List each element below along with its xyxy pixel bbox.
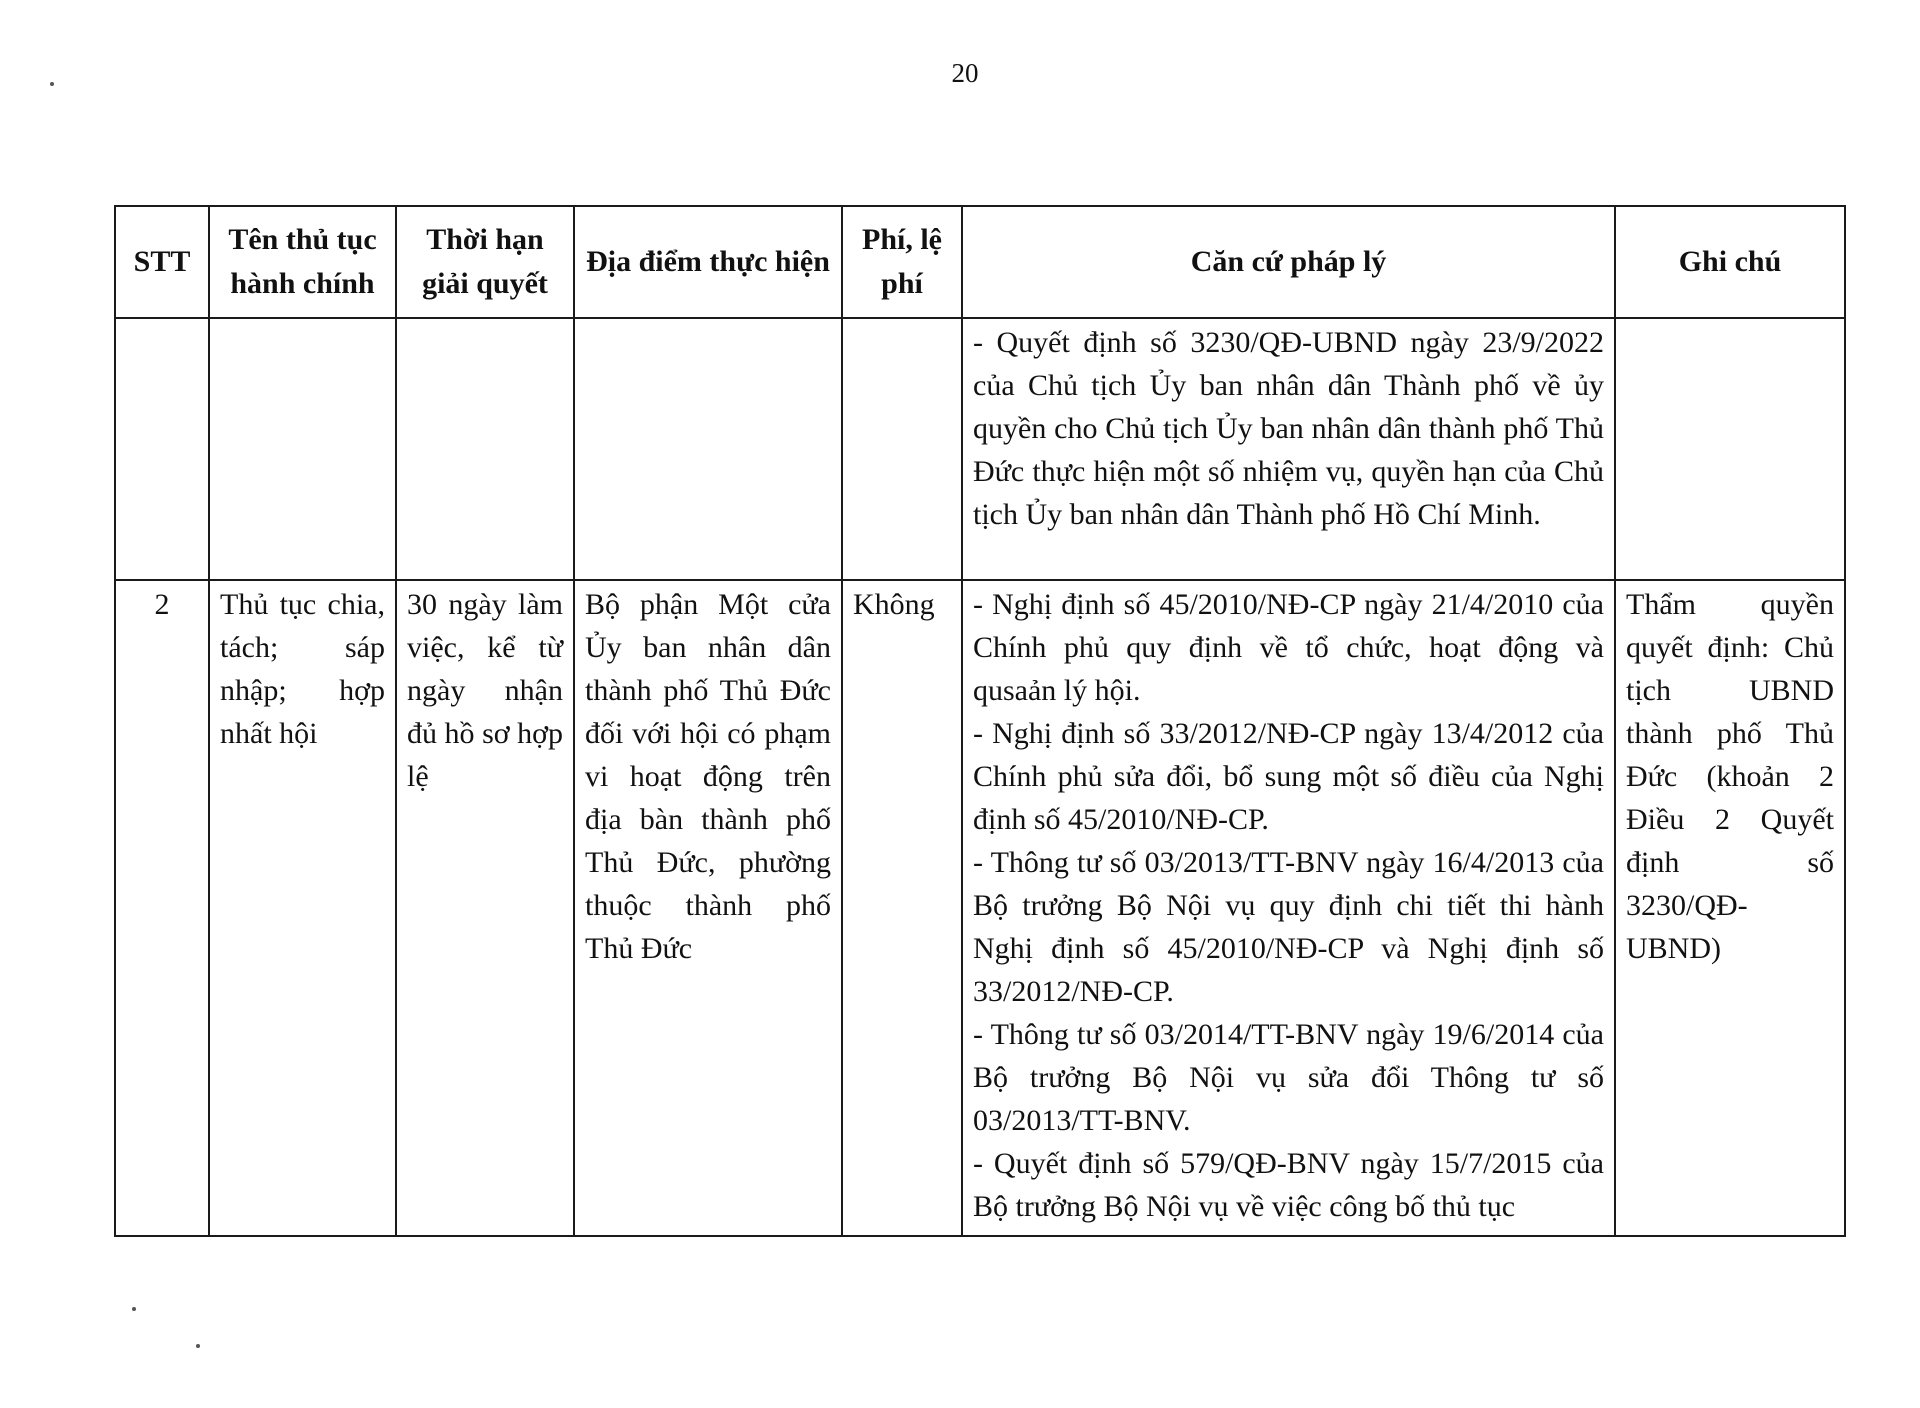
cell-note: Thẩm quyền quyết định: Chủ tịch UBND thành phố Thủ Đức (khoản 2 Điều 2 Quyết định số 3230/QĐ-UBND) [1615,580,1845,1236]
header-fee: Phí, lệ phí [842,206,962,318]
legal-basis-item: - Nghị định số 45/2010/NĐ-CP ngày 21/4/2010 của Chính phủ quy định về tổ chức, hoạt động và qusaản lý hội. [973,588,1604,707]
header-legal-basis: Căn cứ pháp lý [962,206,1615,318]
table-row [115,580,1845,1236]
cell-stt-empty [115,318,209,580]
cell-location-empty [574,318,842,580]
header-note: Ghi chú [1615,206,1845,318]
page-number: 20 [951,58,979,88]
table-row-continuation [115,318,1845,580]
header-procedure: Tên thủ tục hành chính [209,206,396,318]
cell-legal-basis [962,580,1615,1236]
header-deadline: Thời hạn giải quyết [396,206,574,318]
procedures-table [114,205,1846,1237]
cell-legal-basis-continuation [962,318,1615,580]
legal-basis-item: - Quyết định số 579/QĐ-BNV ngày 15/7/2015 của Bộ trưởng Bộ Nội vụ về việc công bố thủ tục [973,1147,1604,1223]
legal-basis-item: - Thông tư số 03/2014/TT-BNV ngày 19/6/2014 của Bộ trưởng Bộ Nội vụ sửa đổi Thông tư số 03/2013/TT-BNV. [973,1018,1604,1137]
cell-note-empty [1615,318,1845,580]
cell-stt: 2 [115,580,209,1236]
cell-deadline-empty [396,318,574,580]
cell-fee: Không [842,580,962,1236]
header-stt: STT [115,206,209,318]
scan-speck [50,82,54,86]
legal-basis-item: - Nghị định số 33/2012/NĐ-CP ngày 13/4/2012 của Chính phủ sửa đổi, bổ sung một số điều của Nghị định số 45/2010/NĐ-CP. [973,717,1604,836]
cell-procedure: Thủ tục chia, tách; sáp nhập; hợp nhất hội [209,580,396,1236]
header-location: Địa điểm thực hiện [574,206,842,318]
legal-basis-item: - Quyết định số 3230/QĐ-UBND ngày 23/9/2022 của Chủ tịch Ủy ban nhân dân Thành phố về ủy quyền cho Chủ tịch Ủy ban nhân dân thành phố Thủ Đức thực hiện một số nhiệm vụ, quyền hạn của Chủ tịch Ủy ban nhân dân Thành phố Hồ Chí Minh. [973,326,1604,531]
legal-basis-item: - Thông tư số 03/2013/TT-BNV ngày 16/4/2013 của Bộ trưởng Bộ Nội vụ quy định chi tiết thi hành Nghị định số 45/2010/NĐ-CP và Nghị định số 33/2012/NĐ-CP. [973,846,1604,1008]
cell-procedure-empty [209,318,396,580]
scan-speck [196,1344,200,1348]
scan-speck [132,1307,136,1311]
cell-location: Bộ phận Một cửa Ủy ban nhân dân thành phố Thủ Đức đối với hội có phạm vi hoạt động trên địa bàn thành phố Thủ Đức, phường thuộc thành phố Thủ Đức [574,580,842,1236]
table-header-row [115,206,1845,318]
cell-fee-empty [842,318,962,580]
cell-deadline: 30 ngày làm việc, kể từ ngày nhận đủ hồ sơ hợp lệ [396,580,574,1236]
